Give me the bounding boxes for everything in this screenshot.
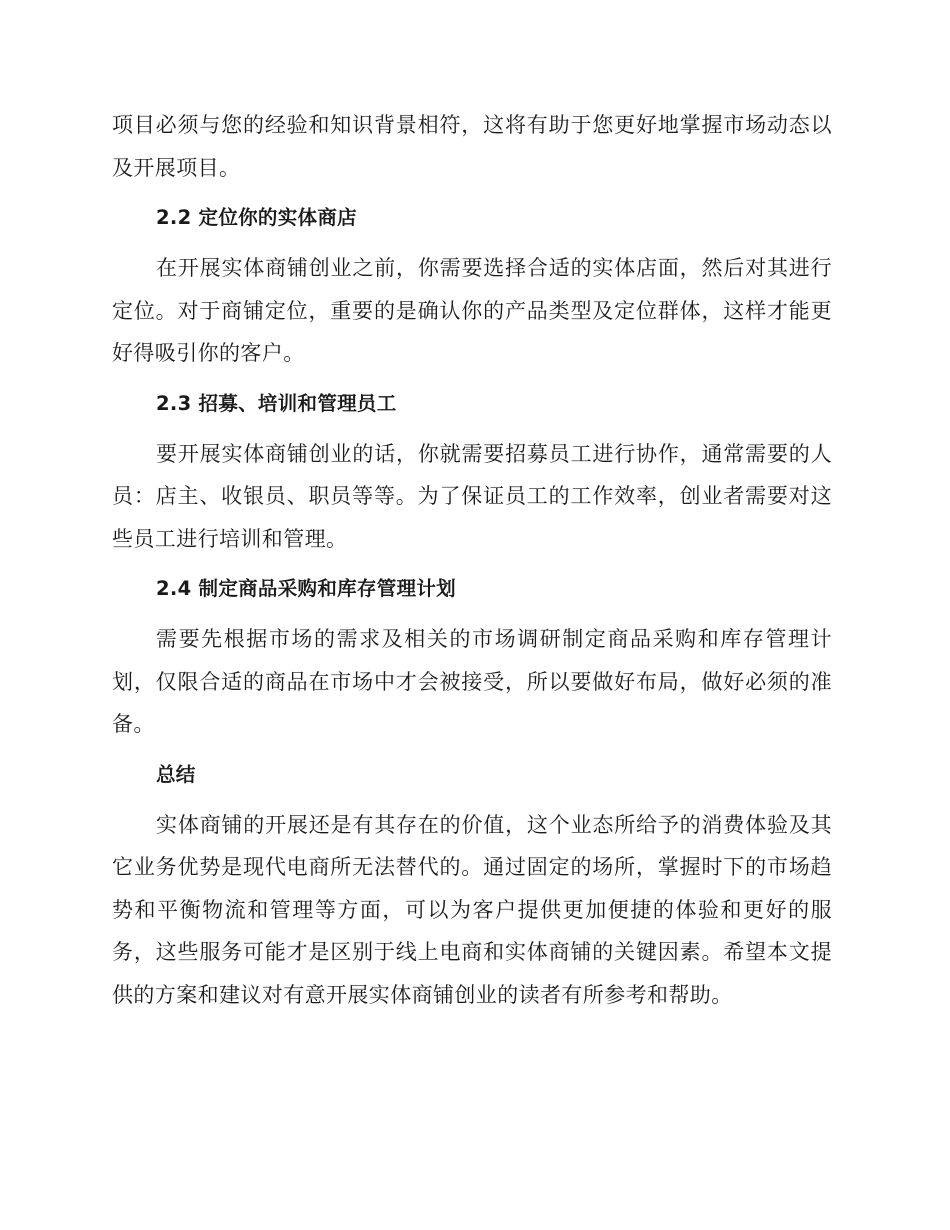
section-body-procurement: 需要先根据市场的需求及相关的市场调研制定商品采购和库存管理计划，仅限合适的商品在市场中才会被接受，所以要做好布局，做好必须的准备。 — [112, 627, 832, 736]
section-heading-summary: 总结 — [156, 762, 196, 786]
section-body-staff: 要开展实体商铺创业的话，你就需要招募员工进行协作，通常需要的人员：店主、收银员、职员等等。为了保证员工的工作效率，创业者需要对这些员工进行培训和管理。 — [112, 441, 832, 551]
section-heading-procurement: 2.4 制定商品采购和库存管理计划 — [156, 577, 456, 600]
document-page — [112, 104, 832, 1016]
intro-paragraph: 项目必须与您的经验和知识背景相符，这将有助于您更好地掌握市场动态以及开展项目。 — [112, 113, 832, 180]
section-body-summary: 实体商铺的开展还是有其存在的价值，这个业态所给予的消费体验及其它业务优势是现代电商所无法替代的。通过固定的场所，掌握时下的市场趋势和平衡物流和管理等方面，可以为客户提供更加便捷的体验和更好的服务，这些服务可能才是区别于线上电商和实体商铺的关键因素。希望本文提供的方案和建议对有意开展实体商铺创业的读者有所参考和帮助。 — [112, 812, 832, 1007]
section-heading-staff: 2.3 招募、培训和管理员工 — [156, 391, 397, 415]
section-body-positioning: 在开展实体商铺创业之前，你需要选择合适的实体店面，然后对其进行定位。对于商铺定位，重要的是确认你的产品类型及定位群体，这样才能更好得吸引你的客户。 — [112, 256, 832, 365]
section-heading-positioning: 2.2 定位你的实体商店 — [156, 206, 357, 229]
